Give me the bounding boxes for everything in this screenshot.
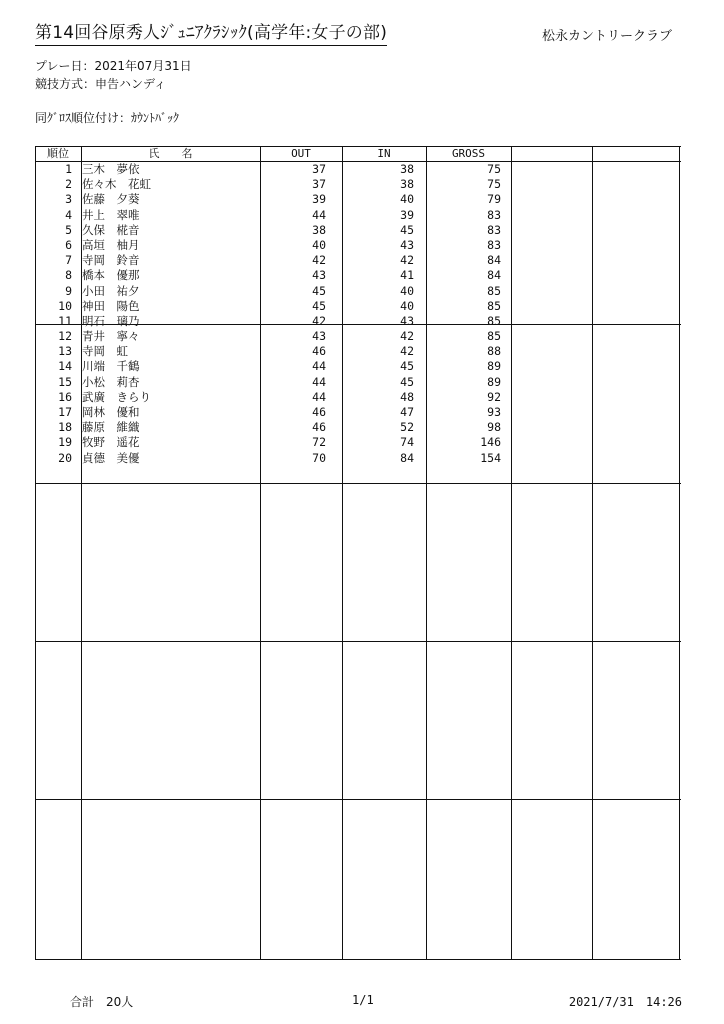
column-header-gross: GROSS bbox=[451, 147, 486, 160]
gross-score-cell: 83 bbox=[487, 222, 501, 237]
out-score-cell: 46 bbox=[312, 344, 326, 359]
out-score-cell: 40 bbox=[312, 237, 326, 252]
table-row bbox=[35, 405, 681, 420]
rank-cell: 2 bbox=[65, 177, 72, 192]
player-name-cell: 川端 千鶴 bbox=[82, 359, 140, 374]
gross-score-cell: 75 bbox=[487, 162, 501, 176]
out-score-cell: 44 bbox=[312, 207, 326, 222]
in-score-cell: 45 bbox=[400, 359, 414, 374]
in-score-cell: 47 bbox=[400, 405, 414, 419]
out-score-cell: 45 bbox=[312, 283, 326, 298]
player-name-cell: 青井 寧々 bbox=[82, 329, 140, 344]
rank-cell: 16 bbox=[58, 389, 72, 404]
out-score-cell: 44 bbox=[312, 389, 326, 404]
table-body bbox=[35, 162, 681, 466]
gross-score-cell: 98 bbox=[487, 420, 501, 435]
gross-score-cell: 85 bbox=[487, 313, 501, 328]
table-row bbox=[35, 359, 681, 374]
rank-cell: 10 bbox=[58, 298, 72, 313]
player-name-cell: 佐々木 花虹 bbox=[82, 177, 151, 192]
table-row bbox=[35, 162, 681, 177]
results-table bbox=[35, 146, 681, 960]
table-row bbox=[35, 238, 681, 253]
in-score-cell: 74 bbox=[400, 435, 414, 450]
table-row bbox=[35, 390, 681, 405]
in-score-cell: 45 bbox=[400, 374, 414, 389]
rank-cell: 5 bbox=[65, 222, 72, 237]
player-name-cell: 久保 椛音 bbox=[82, 222, 140, 237]
in-score-cell: 38 bbox=[400, 177, 414, 192]
table-row bbox=[35, 299, 681, 314]
rank-cell: 1 bbox=[65, 162, 72, 176]
in-score-cell: 38 bbox=[400, 162, 414, 176]
document-title: 第14回谷原秀人ｼﾞｭﾆｱｸﾗｼｯｸ(高学年:女子の部) bbox=[35, 22, 387, 46]
in-score-cell: 45 bbox=[400, 222, 414, 237]
out-score-cell: 37 bbox=[312, 162, 326, 176]
row-group-separator bbox=[35, 799, 681, 800]
gross-score-cell: 93 bbox=[487, 405, 501, 419]
player-name-cell: 佐藤 夕葵 bbox=[82, 192, 140, 207]
in-score-cell: 84 bbox=[400, 450, 414, 465]
rank-cell: 14 bbox=[58, 359, 72, 374]
rank-cell: 13 bbox=[58, 344, 72, 359]
out-score-cell: 46 bbox=[312, 420, 326, 435]
table-row bbox=[35, 375, 681, 390]
out-score-cell: 44 bbox=[312, 359, 326, 374]
player-name-cell: 貞德 美優 bbox=[82, 450, 140, 465]
player-name-cell: 牧野 遥花 bbox=[82, 435, 140, 450]
gross-score-cell: 92 bbox=[487, 389, 501, 404]
in-score-cell: 52 bbox=[400, 420, 414, 435]
player-name-cell: 三木 夢依 bbox=[82, 162, 140, 176]
player-name-cell: 橋本 優那 bbox=[82, 268, 140, 283]
table-row bbox=[35, 329, 681, 344]
player-name-cell: 井上 翠唯 bbox=[82, 207, 140, 222]
in-score-cell: 43 bbox=[400, 237, 414, 252]
rank-cell: 11 bbox=[58, 313, 72, 328]
gross-score-cell: 89 bbox=[487, 374, 501, 389]
rank-cell: 12 bbox=[58, 329, 72, 344]
rank-cell: 9 bbox=[65, 283, 72, 298]
rank-cell: 15 bbox=[58, 374, 72, 389]
table-row bbox=[35, 192, 681, 207]
gross-score-cell: 89 bbox=[487, 359, 501, 374]
in-score-cell: 42 bbox=[400, 329, 414, 344]
player-name-cell: 寺岡 虹 bbox=[82, 344, 128, 359]
rank-cell: 4 bbox=[65, 207, 72, 222]
player-name-cell: 高垣 柚月 bbox=[82, 237, 140, 252]
column-header-name: 氏 名 bbox=[148, 147, 193, 160]
table-row bbox=[35, 208, 681, 223]
play-date: プレー日：2021年07月31日 bbox=[35, 59, 192, 73]
table-row bbox=[35, 223, 681, 238]
gross-score-cell: 84 bbox=[487, 253, 501, 268]
gross-score-cell: 154 bbox=[480, 450, 501, 465]
player-name-cell: 藤原 維織 bbox=[82, 420, 140, 435]
total-count: 合計 20人 bbox=[70, 995, 134, 1009]
gross-score-cell: 146 bbox=[480, 435, 501, 450]
column-header-out: OUT bbox=[291, 147, 311, 160]
rank-cell: 7 bbox=[65, 253, 72, 268]
player-name-cell: 小松 莉杏 bbox=[82, 374, 140, 389]
in-score-cell: 42 bbox=[400, 253, 414, 268]
rank-cell: 19 bbox=[58, 435, 72, 450]
table-row bbox=[35, 344, 681, 359]
player-name-cell: 武廣 きらり bbox=[82, 389, 151, 404]
page-number: 1/1 bbox=[352, 993, 374, 1007]
table-row bbox=[35, 284, 681, 299]
player-name-cell: 小田 祐夕 bbox=[82, 283, 140, 298]
table-row bbox=[35, 268, 681, 283]
out-score-cell: 42 bbox=[312, 253, 326, 268]
player-name-cell: 寺岡 鈴音 bbox=[82, 253, 140, 268]
club-name: 松永カントリークラブ bbox=[541, 29, 672, 44]
out-score-cell: 38 bbox=[312, 222, 326, 237]
column-header-in: IN bbox=[377, 147, 391, 160]
table-row bbox=[35, 177, 681, 192]
out-score-cell: 45 bbox=[312, 298, 326, 313]
out-score-cell: 46 bbox=[312, 405, 326, 419]
in-score-cell: 41 bbox=[400, 268, 414, 283]
out-score-cell: 42 bbox=[312, 313, 326, 328]
in-score-cell: 39 bbox=[400, 207, 414, 222]
table-row bbox=[35, 420, 681, 435]
in-score-cell: 40 bbox=[400, 192, 414, 207]
gross-score-cell: 83 bbox=[487, 237, 501, 252]
player-name-cell: 明石 璃乃 bbox=[82, 313, 140, 328]
column-header-rank: 順位 bbox=[47, 147, 69, 160]
out-score-cell: 72 bbox=[312, 435, 326, 450]
rank-cell: 3 bbox=[65, 192, 72, 207]
gross-score-cell: 83 bbox=[487, 207, 501, 222]
gross-score-cell: 79 bbox=[487, 192, 501, 207]
table-row bbox=[35, 314, 681, 329]
player-name-cell: 神田 陽色 bbox=[82, 298, 140, 313]
gross-score-cell: 85 bbox=[487, 283, 501, 298]
table-row bbox=[35, 451, 681, 466]
table-row bbox=[35, 253, 681, 268]
out-score-cell: 39 bbox=[312, 192, 326, 207]
gross-score-cell: 85 bbox=[487, 298, 501, 313]
printed-timestamp: 2021/7/31 14:26 bbox=[568, 995, 682, 1009]
out-score-cell: 43 bbox=[312, 268, 326, 283]
in-score-cell: 48 bbox=[400, 389, 414, 404]
out-score-cell: 43 bbox=[312, 329, 326, 344]
out-score-cell: 70 bbox=[312, 450, 326, 465]
player-name-cell: 岡林 優和 bbox=[82, 405, 140, 419]
gross-score-cell: 84 bbox=[487, 268, 501, 283]
rank-cell: 18 bbox=[58, 420, 72, 435]
in-score-cell: 42 bbox=[400, 344, 414, 359]
in-score-cell: 43 bbox=[400, 313, 414, 328]
tie-break-rule: 同ｸﾞﾛｽ順位付け：ｶｳﾝﾄﾊﾞｯｸ bbox=[35, 111, 180, 125]
gross-score-cell: 85 bbox=[487, 329, 501, 344]
competition-method: 競技方式：申告ハンディ bbox=[35, 77, 167, 91]
table-row bbox=[35, 435, 681, 450]
out-score-cell: 37 bbox=[312, 177, 326, 192]
out-score-cell: 44 bbox=[312, 374, 326, 389]
row-group-separator bbox=[35, 324, 681, 325]
gross-score-cell: 75 bbox=[487, 177, 501, 192]
in-score-cell: 40 bbox=[400, 298, 414, 313]
rank-cell: 17 bbox=[58, 405, 72, 419]
rank-cell: 20 bbox=[58, 450, 72, 465]
in-score-cell: 40 bbox=[400, 283, 414, 298]
row-group-separator bbox=[35, 483, 681, 484]
gross-score-cell: 88 bbox=[487, 344, 501, 359]
rank-cell: 6 bbox=[65, 237, 72, 252]
row-group-separator bbox=[35, 641, 681, 642]
rank-cell: 8 bbox=[65, 268, 72, 283]
